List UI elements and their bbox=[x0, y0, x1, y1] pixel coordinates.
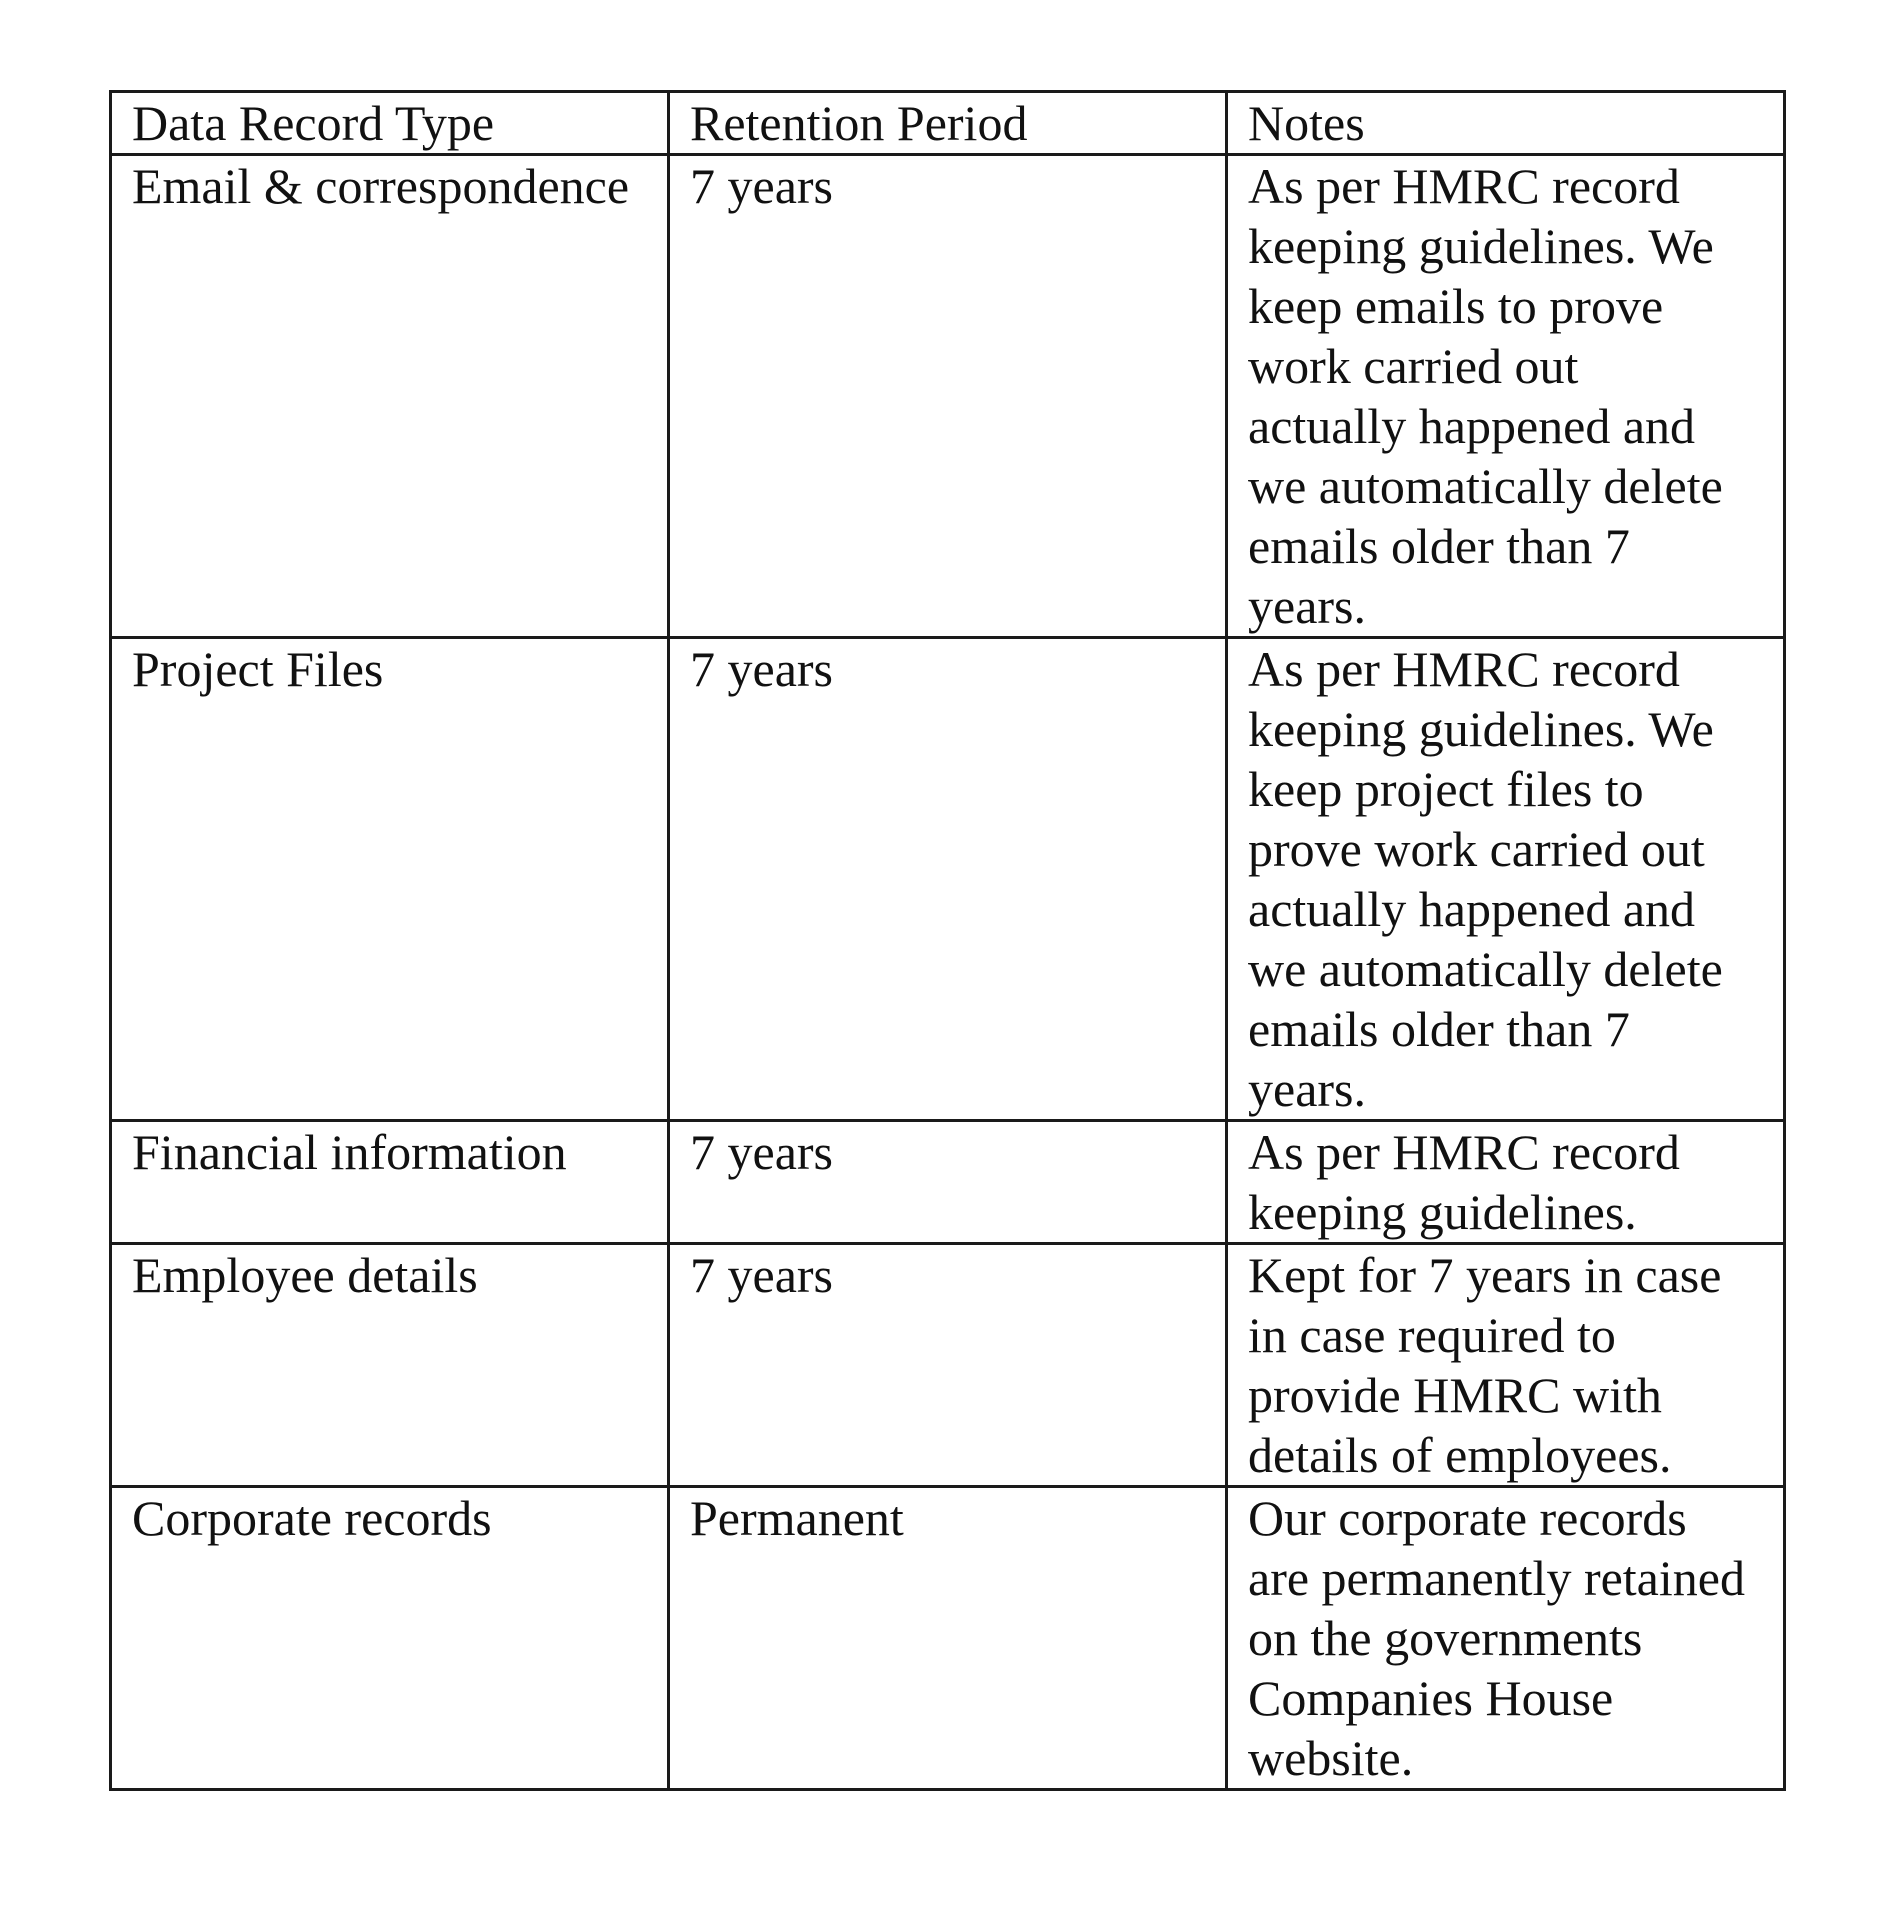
record-type-cell: Corporate records bbox=[111, 1487, 669, 1790]
retention-period-cell: Permanent bbox=[669, 1487, 1227, 1790]
header-notes: Notes bbox=[1227, 92, 1785, 155]
retention-period-cell: 7 years bbox=[669, 638, 1227, 1121]
table-row bbox=[111, 1244, 1785, 1487]
notes-cell: As per HMRC record keeping guidelines. We keep emails to prove work carried out actually happened and we automatically delete emails older than 7 years. bbox=[1227, 155, 1785, 638]
header-data-record-type: Data Record Type bbox=[111, 92, 669, 155]
retention-period-cell: 7 years bbox=[669, 1244, 1227, 1487]
record-type-cell: Employee details bbox=[111, 1244, 669, 1487]
notes-cell: Our corporate records are permanently retained on the governments Companies House website. bbox=[1227, 1487, 1785, 1790]
record-type-cell: Project Files bbox=[111, 638, 669, 1121]
data-retention-table bbox=[109, 90, 1786, 1791]
table-row bbox=[111, 638, 1785, 1121]
table-row bbox=[111, 155, 1785, 638]
notes-cell: As per HMRC record keeping guidelines. We keep project files to prove work carried out actually happened and we automatically delete emails older than 7 years. bbox=[1227, 638, 1785, 1121]
notes-cell: As per HMRC record keeping guidelines. bbox=[1227, 1121, 1785, 1244]
retention-period-cell: 7 years bbox=[669, 1121, 1227, 1244]
record-type-cell: Email & correspondence bbox=[111, 155, 669, 638]
record-type-cell: Financial information bbox=[111, 1121, 669, 1244]
table-row bbox=[111, 1121, 1785, 1244]
table-row bbox=[111, 1487, 1785, 1790]
header-retention-period: Retention Period bbox=[669, 92, 1227, 155]
retention-period-cell: 7 years bbox=[669, 155, 1227, 638]
notes-cell: Kept for 7 years in case in case required to provide HMRC with details of employees. bbox=[1227, 1244, 1785, 1487]
table-header-row bbox=[111, 92, 1785, 155]
